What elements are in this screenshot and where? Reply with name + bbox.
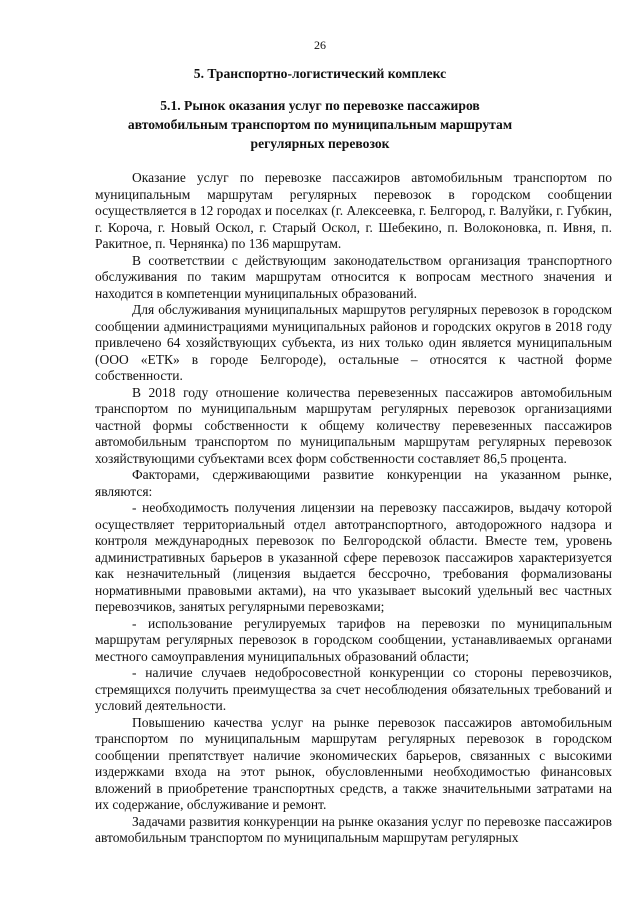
paragraph: Оказание услуг по перевозке пассажиров автомобильным транспортом по муниципальным маршрутам регулярных перевозок в городском сообщении осуществляется в 12 городах и поселках (г. Алексеевка, г. Белгород, г. Валуйки, г. Губкин, г. Короча, г. Новый Оскол, г. Старый Оскол, г. Шебекино, п. Волоконовка, п. Ивня, п. Ракитное, п. Чернянка) по 136 маршрутам. [95,170,612,251]
paragraph: В 2018 году отношение количества перевезенных пассажиров автомобильным транспортом по муниципальным маршрутам регулярных перевозок организациями частной формы собственности к общему количеству перевезенных пассажиров автомобильным транспортом по муниципальным маршрутам регулярных перевозок хозяйствующими субъектами всех форм собственности составляет 86,5 процента. [95,384,612,466]
paragraph: В соответствии с действующим законодательством организация транспортного обслуживания по таким маршрутам относится к вопросам местного значения и находится в компетенции муниципальных образований. [95,252,612,301]
paragraph: Задачами развития конкуренции на рынке оказания услуг по перевозке пассажиров автомобильным транспортом по муниципальным маршрутам регулярных [95,813,612,845]
body-text [95,170,612,847]
paragraph: Для обслуживания муниципальных маршрутов регулярных перевозок в городском сообщении администрациями муниципальных районов и городских округов в 2018 году привлечено 64 хозяйствующих субъекта, из них только один является муниципальным (ООО «ЕТК» в городе Белгороде), остальные – относятся к частной форме собственности. [95,302,612,383]
subsection-title-line: регулярных перевозок [250,136,390,151]
paragraph: Факторами, сдерживающими развитие конкуренции на указанном рынке, являются: [95,467,612,499]
page-number: 26 [314,38,326,52]
list-item: - необходимость получения лицензии на перевозку пассажиров, выдачу которой осуществляет территориальный отдел автотранспортного, автодорожного надзора и контроля международных перевозок по Белгородской области. Вместе тем, уровень административных барьеров в указанной сфере перевозок пассажиров характеризуется как незначительный (лицензия выдается бессрочно, требования формализованы нормативными правовыми актами), на что указывает высокий удельный вес частных перевозчиков, занятых регулярными перевозками; [95,500,612,614]
subsection-title [60,96,580,153]
section-title: 5. Транспортно-логистический комплекс [193,66,447,81]
list-item: - наличие случаев недобросовестной конкуренции со стороны перевозчиков, стремящихся получить преимущества за счет несоблюдения обязательных требований и условий деятельности. [95,665,612,713]
subsection-title-line: автомобильным транспортом по муниципальным маршрутам [127,117,513,132]
subsection-title-line: 5.1. Рынок оказания услуг по перевозке пассажиров [160,98,480,113]
paragraph: Повышению качества услуг на рынке перевозок пассажиров автомобильным транспортом по муниципальным маршрутам регулярных перевозок в городском сообщении препятствует наличие экономических барьеров, связанных с высокими издержками входа на этот рынок, обусловленными необходимостью финансовых вложений в приобретение транспортных средств, а также значительными затратами на их содержание, обслуживание и ремонт. [95,714,612,812]
list-item: - использование регулируемых тарифов на перевозки по муниципальным маршрутам регулярных перевозок в городском сообщении, устанавливаемых органами местного самоуправления муниципальных образований области; [95,615,612,664]
